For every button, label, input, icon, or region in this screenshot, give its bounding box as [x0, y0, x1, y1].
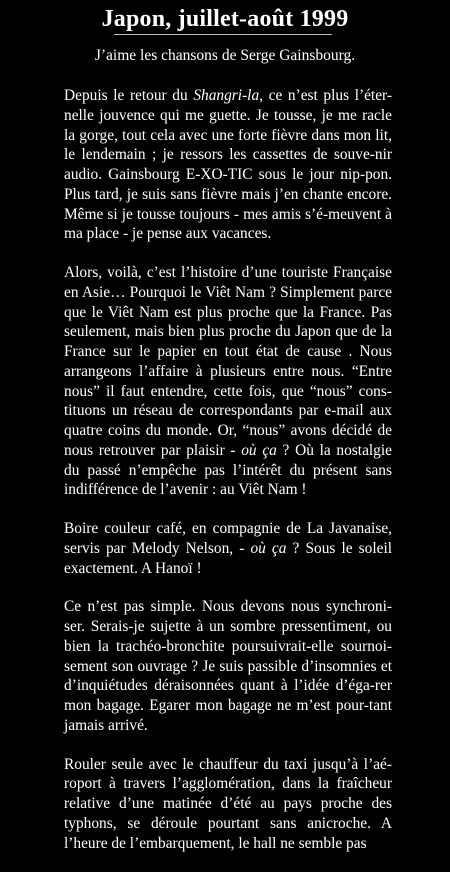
paragraph — [64, 519, 392, 578]
intro-line: J’aime les chansons de Serge Gainsbourg. — [94, 47, 356, 64]
title-underline — [114, 34, 332, 35]
paragraph — [64, 263, 392, 500]
italic-text: Shangri-la — [193, 87, 260, 104]
paragraph — [64, 597, 392, 735]
paragraph — [64, 755, 392, 854]
italic-text: où ça — [250, 539, 287, 557]
paragraph-text: ? Où la nostalgie du passé n’empêche pas l’intérêt du présent sans indifférence de l’avenir : au Viêt Nam ! — [64, 441, 392, 499]
paragraph-text: Rouler seule avec le chauffeur du taxi jusqu’à l’aé-roport à travers l’agglomération, dans la fraîcheur relative d’une matinée d’été au pays proche des typhons, se déroule pourtant sans anicroche. A l’heure de l’embarquement, le hall ne semble pas — [64, 755, 392, 852]
paragraph-text: Ce n’est pas simple. Nous devons nous synchroni-ser. Serais-je sujette à un sombre pressentiment, ou bien la trachéo-bronchite poursuivrait-elle sournoi-sement son ouvrage ? Je suis passible d’insomnies et d’inquiétudes déraisonnées quant à l’idée d’éga-rer mon bagage. Egarer mon bagage ne m’est pour-tant jamais arrivé. — [64, 598, 392, 734]
page-title: Japon, juillet-août 1999 — [101, 6, 349, 32]
article-body — [64, 86, 392, 872]
paragraph-text: , ce n’est plus l’éter-nelle jouvence qui me guette. Je tousse, je me racle la gorge, tout cela avec une forte fièvre dans mon lit, le lendemain ; je ressors les cassettes de souve-nir audio. Gainsbourg E-XO-TIC sous le jour nip-pon. Plus tard, je suis sans fièvre mais j’en chante encore. Même si je tousse toujours - mes amis s’é-meuvent à ma place - je pense aux vacances. — [64, 87, 392, 243]
paragraph-text: ? Sous le soleil exactement. A Hanoï ! — [64, 539, 393, 577]
italic-text: où ça — [241, 441, 277, 459]
paragraph-text: Boire couleur café, en compagnie de La Javanaise, servis par Melody Nelson, - — [64, 520, 392, 557]
paragraph — [64, 86, 392, 244]
paragraph-text: Depuis le retour du — [64, 87, 194, 104]
paragraph-text: Alors, voilà, c’est l’histoire d’une touriste Française en Asie… Pourquoi le Viêt Nam ? Simplement parce que le Viêt Nam est plus proche que la France. Pas seulement, mais bien plus proche du Japon que de la France sur le papier en tout état de cause . Nous arrangeons l’affaire à plusieurs entre nous. “Entre nous” il faut entendre, cette fois, que “nous” cons-tituons un réseau de correspondants par e-mail aux quatre coins du monde. Or, “nous” avons décidé de nous retrouver par plaisir - — [64, 264, 392, 459]
